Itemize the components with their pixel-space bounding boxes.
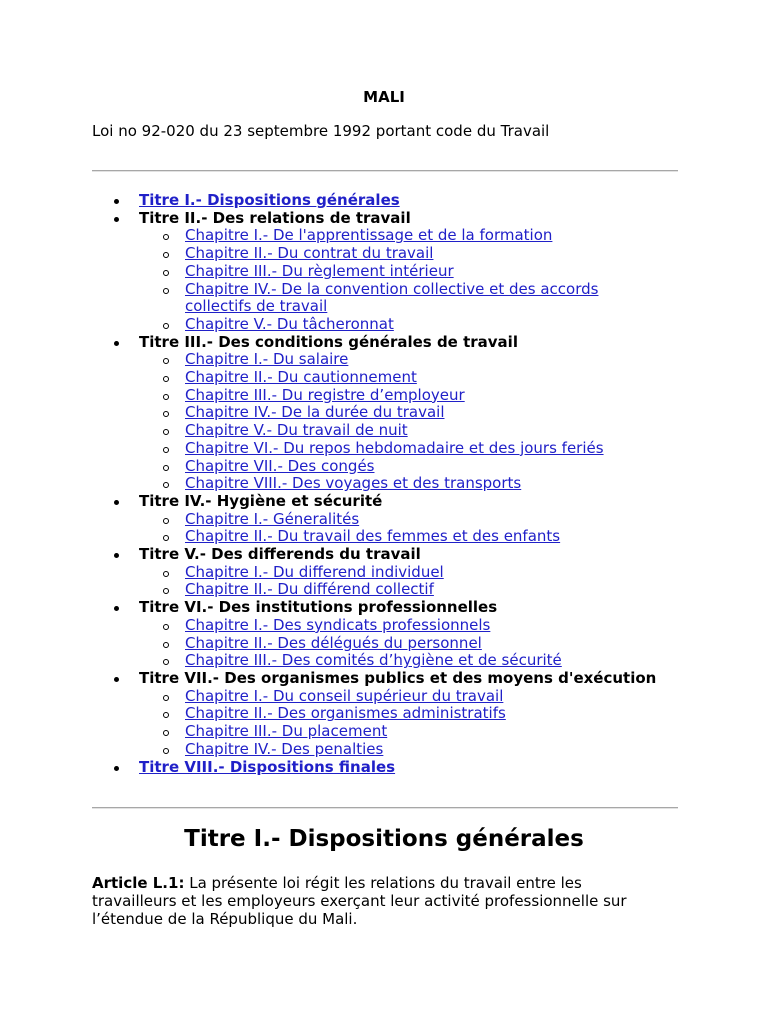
toc-chapter-item [139,422,625,440]
toc-chapter-item [139,387,625,405]
toc-title-label: Titre VII.- Des organismes publics et des moyens d'exécution [139,668,657,687]
toc-chapter-link[interactable]: Chapitre II.- Des organismes administratifs [185,704,506,723]
toc-title-label: Titre III.- Des conditions générales de travail [139,332,518,351]
toc-title-item [92,759,692,777]
toc-chapter-link[interactable]: Chapitre IV.- De la convention collective et des accords collectifs de travail [185,279,599,316]
law-title: Loi no 92-020 du 23 septembre 1992 portant code du Travail [92,122,550,140]
toc-chapter-link[interactable]: Chapitre IV.- Des penalties [185,739,384,758]
toc-chapter-link[interactable]: Chapitre II.- Du travail des femmes et des enfants [185,527,561,546]
toc-chapter-item [139,227,625,245]
table-of-contents [92,192,692,776]
toc-chapter-list [139,511,692,546]
toc-chapter-link[interactable]: Chapitre III.- Du règlement intérieur [185,261,454,280]
toc-title-item [92,334,692,493]
toc-chapter-item [139,688,625,706]
toc-title-label: Titre V.- Des differends du travail [139,545,421,564]
toc-chapter-link[interactable]: Chapitre IV.- De la durée du travail [185,403,445,422]
toc-chapter-item [139,581,625,599]
toc-chapter-link[interactable]: Chapitre I.- Du conseil supérieur du travail [185,686,504,705]
toc-chapter-link[interactable]: Chapitre VII.- Des congés [185,456,375,475]
toc-chapter-link[interactable]: Chapitre III.- Des comités d’hygiène et de sécurité [185,651,562,670]
toc-chapter-item [139,245,625,263]
toc-chapter-list [139,617,692,670]
toc-title-item [92,670,692,759]
toc-chapter-item [139,458,625,476]
toc-title-label: Titre IV.- Hygiène et sécurité [139,491,383,510]
toc-title-item [92,192,692,210]
toc-chapter-item [139,316,625,334]
toc-chapter-link[interactable]: Chapitre II.- Des délégués du personnel [185,633,482,652]
toc-chapter-link[interactable]: Chapitre VIII.- Des voyages et des transports [185,474,522,493]
divider-top [92,170,678,172]
section-heading: Titre I.- Dispositions générales [184,826,584,852]
toc-title-label: Titre II.- Des relations de travail [139,208,411,227]
article-text: La présente loi régit les relations du travail entre les travailleurs et les employeurs exerçant leur activité professionnelle sur l’étendue de la République du Mali. [92,874,627,928]
toc-title-item [92,546,692,599]
toc-chapter-item [139,617,625,635]
toc-chapter-link[interactable]: Chapitre I.- Des syndicats professionnels [185,615,491,634]
toc-chapter-link[interactable]: Chapitre II.- Du différend collectif [185,580,434,599]
toc-chapter-item [139,369,625,387]
toc-title-item [92,493,692,546]
toc-chapter-list [139,564,692,599]
toc-chapter-link[interactable]: Chapitre I.- Du salaire [185,350,349,369]
toc-chapter-list [139,227,692,333]
toc-chapter-list [139,688,692,759]
toc-chapter-item [139,440,625,458]
toc-title-link[interactable]: Titre VIII.- Dispositions finales [139,757,396,776]
toc-title-link[interactable]: Titre I.- Dispositions générales [139,191,400,209]
article-l1 [92,874,652,928]
toc-chapter-link[interactable]: Chapitre III.- Du placement [185,722,388,741]
toc-chapter-link[interactable]: Chapitre V.- Du tâcheronnat [185,314,394,333]
toc-chapter-item [139,404,625,422]
toc-chapter-link[interactable]: Chapitre III.- Du registre d’employeur [185,385,465,404]
toc-chapter-item [139,351,625,369]
toc-chapter-link[interactable]: Chapitre VI.- Du repos hebdomadaire et des jours feriés [185,438,604,457]
toc-chapter-item [139,281,625,316]
toc-chapter-list [139,351,692,493]
toc-title-item [92,599,692,670]
toc-title-label: Titre VI.- Des institutions professionnelles [139,598,498,617]
toc-chapter-link[interactable]: Chapitre I.- Géneralités [185,509,360,528]
toc-chapter-link[interactable]: Chapitre II.- Du cautionnement [185,368,417,387]
toc-chapter-item [139,475,625,493]
country-heading: MALI [363,88,405,106]
toc-title-item [92,210,692,334]
toc-chapter-item [139,528,625,546]
toc-chapter-item [139,652,625,670]
divider-bottom [92,807,678,809]
toc-chapter-item [139,723,625,741]
article-label: Article L.1: [92,874,185,892]
toc-chapter-item [139,741,625,759]
toc-chapter-item [139,705,625,723]
toc-chapter-link[interactable]: Chapitre I.- De l'apprentissage et de la formation [185,226,553,245]
toc-chapter-item [139,263,625,281]
toc-chapter-link[interactable]: Chapitre V.- Du travail de nuit [185,421,408,440]
toc-chapter-item [139,511,625,529]
toc-chapter-link[interactable]: Chapitre I.- Du differend individuel [185,562,444,581]
toc-chapter-link[interactable]: Chapitre II.- Du contrat du travail [185,244,434,263]
toc-chapter-item [139,635,625,653]
toc-chapter-item [139,564,625,582]
